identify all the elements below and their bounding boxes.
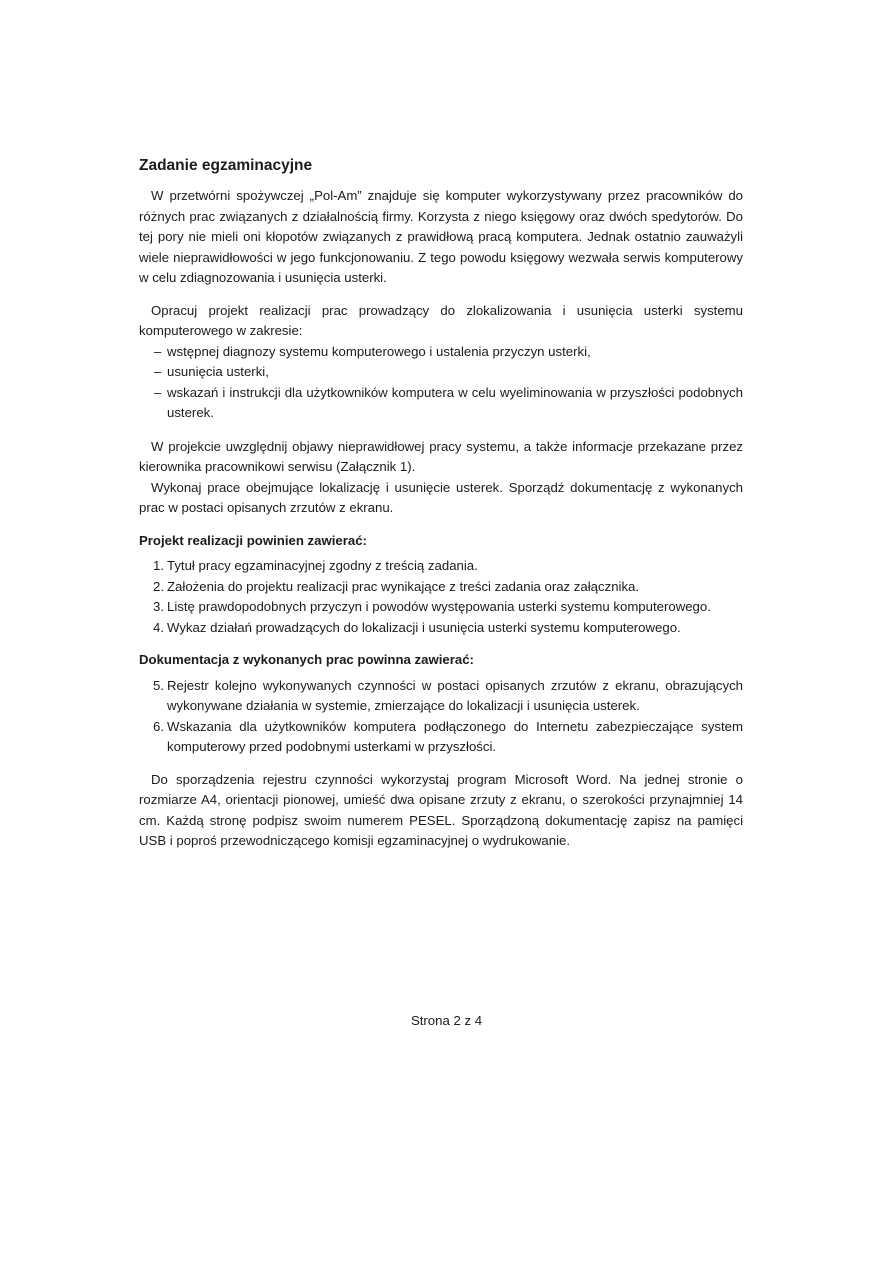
list-item [139, 618, 743, 639]
final-note-paragraph: Do sporządzenia rejestru czynności wykorzystaj program Microsoft Word. Na jednej stronie o rozmiarze A4, orientacji pionowej, umieść dwa opisane zrzuty z ekranu, o szerokości przynajmniej 14 cm. Każdą stronę podpisz swoim numerem PESEL. Sporządzoną dokumentację zapisz na pamięci USB i poproś przewodniczącego komisji egzaminacyjnej o wydrukowanie. [139, 771, 743, 848]
page-footer: Strona 2 z 4 [410, 1013, 483, 1028]
list-item [139, 342, 743, 363]
list-item-text: usunięcia usterki, [167, 364, 269, 379]
list-item-text: Tytuł pracy egzaminacyjnej zgodny z treścią zadania. [167, 558, 478, 573]
list-number: 1. [153, 558, 164, 573]
project-heading: Projekt realizacji powinien zawierać: [139, 532, 367, 548]
list-number: 5. [153, 677, 164, 693]
project-list [139, 556, 743, 638]
page-title: Zadanie egzaminacyjne [139, 157, 313, 174]
list-item-text: Wskazania dla użytkowników komputera podłączonego do Internetu zabezpieczające system komputerowy przed podobnymi usterkami w przyszłości. [167, 718, 743, 754]
list-item-text: Listę prawdopodobnych przyczyn i powodów występowania usterki systemu komputerowego. [167, 599, 711, 614]
list-item [139, 597, 743, 618]
list-number: 2. [153, 578, 164, 594]
list-item [139, 717, 743, 758]
page-content [139, 156, 743, 852]
list-item [139, 556, 743, 577]
task-intro-paragraph: Opracuj projekt realizacji prac prowadzący do zlokalizowania i usunięcia usterki systemu komputerowego w zakresie: [139, 302, 743, 338]
intro-paragraph: W przetwórni spożywczej „Pol-Am” znajduje się komputer wykorzystywany przez pracowników do różnych prac związanych z działalnością firmy. Korzysta z niego księgowy oraz dwóch spedytorów. Do tej pory nie mieli oni kłopotów związanych z prawidłową pracą komputera. Jednak ostatnio zauważyli wiele nieprawidłowości w jego funkcjonowaniu. Z tego powodu księgowy wezwała serwis komputerowy w celu zdiagnozowania i usunięcia usterki. [139, 188, 743, 285]
list-item [139, 676, 743, 717]
list-bullet: – [154, 364, 162, 379]
list-item [139, 383, 743, 424]
list-item [139, 362, 743, 383]
list-item-text: Rejestr kolejno wykonywanych czynności w postaci opisanych zrzutów z ekranu, obrazujących wykonywane działania w systemie, zmierzające do lokalizacji i usunięcia usterek. [167, 677, 743, 713]
list-bullet: – [154, 343, 162, 359]
list-number: 3. [153, 599, 164, 614]
scope-list [139, 342, 743, 424]
list-item-text: Wykaz działań prowadzących do lokalizacji i usunięcia usterki systemu komputerowego. [167, 619, 681, 635]
list-bullet: – [154, 384, 162, 400]
list-item-text: wstępnej diagnozy systemu komputerowego i ustalenia przyczyn usterki, [167, 343, 591, 359]
documentation-list [139, 676, 743, 758]
list-item-text: Założenia do projektu realizacji prac wynikające z treści zadania oraz załącznika. [167, 578, 640, 594]
work-note-paragraph: Wykonaj prace obejmujące lokalizację i usunięcie usterek. Sporządź dokumentację z wykonanych prac w postaci opisanych zrzutów z ekranu. [139, 479, 743, 515]
project-note-paragraph: W projekcie uwzględnij objawy nieprawidłowej pracy systemu, a także informacje przekazane przez kierownika pracownikowi serwisu (Załącznik 1). [139, 438, 743, 474]
documentation-heading: Dokumentacja z wykonanych prac powinna zawierać: [139, 652, 474, 667]
list-number: 6. [153, 718, 164, 734]
list-number: 4. [153, 619, 164, 635]
list-item-text: wskazań i instrukcji dla użytkowników komputera w celu wyeliminowania w przyszłości podobnych usterek. [167, 384, 743, 420]
list-item [139, 577, 743, 598]
